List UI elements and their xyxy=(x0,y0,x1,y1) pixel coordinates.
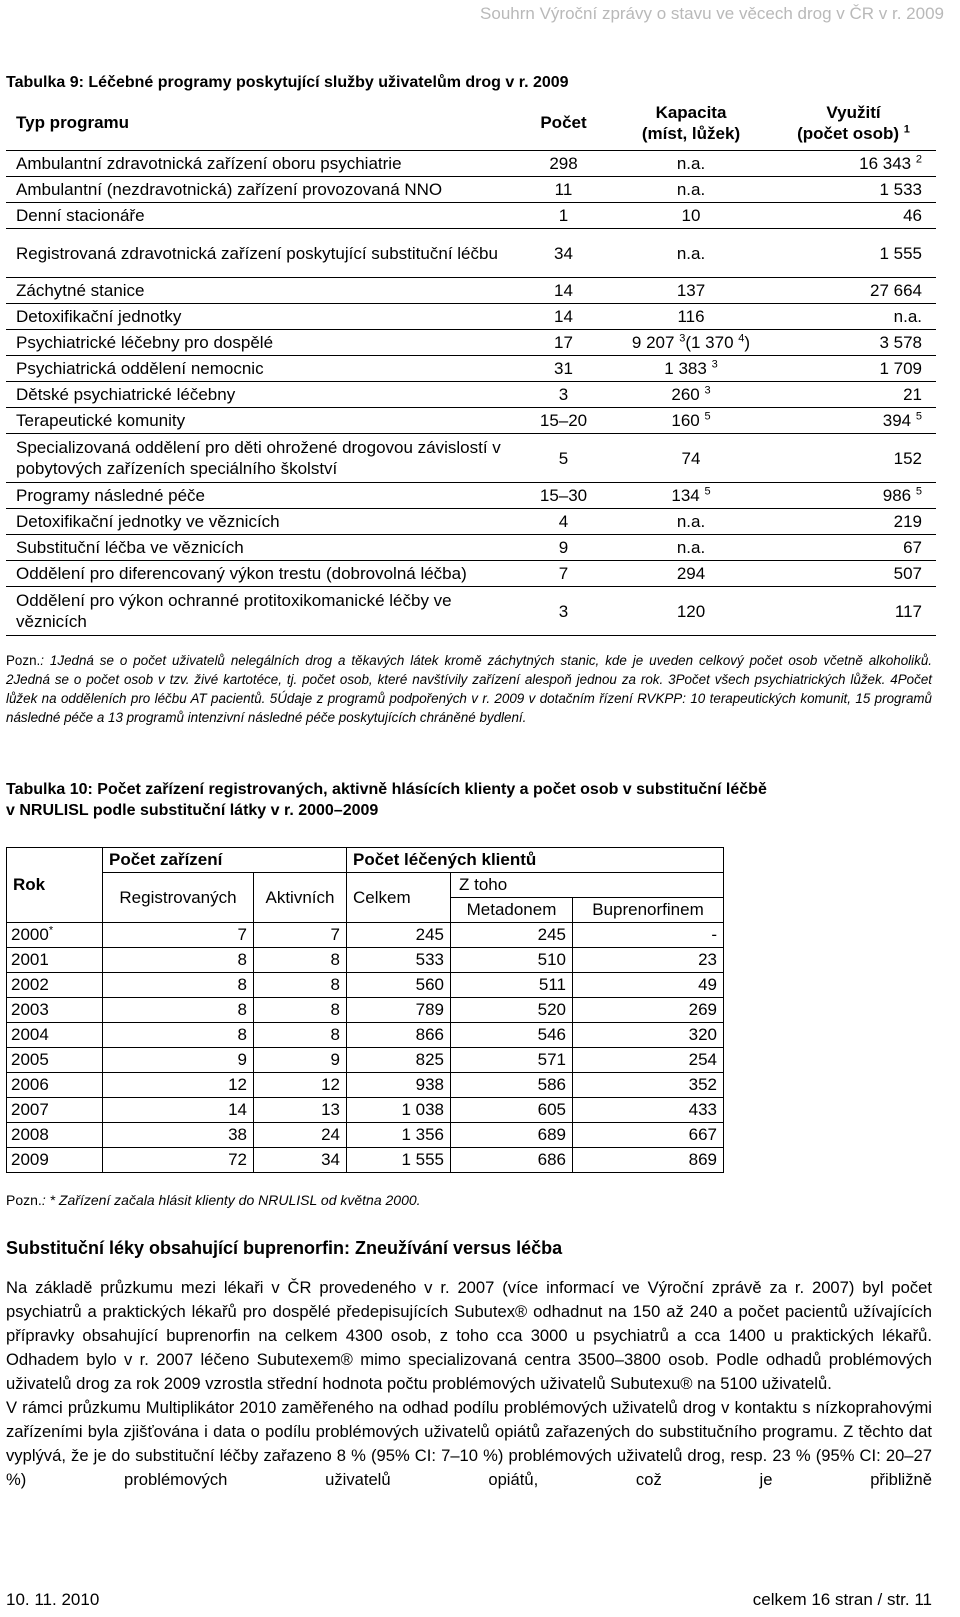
active-cell: 12 xyxy=(254,1073,347,1098)
table10 xyxy=(6,847,724,1173)
header-buprenorphine: Buprenorfinem xyxy=(573,898,724,923)
program-capacity: 116 xyxy=(611,304,771,330)
program-name: Denní stacionáře xyxy=(6,203,516,229)
registered-cell: 14 xyxy=(103,1098,254,1123)
registered-cell: 8 xyxy=(103,973,254,998)
year-cell: 2007 xyxy=(7,1098,103,1123)
active-cell: 34 xyxy=(254,1148,347,1173)
program-count: 14 xyxy=(516,304,611,330)
program-count: 3 xyxy=(516,382,611,408)
program-capacity: n.a. xyxy=(611,509,771,535)
program-usage: 152 xyxy=(771,434,936,483)
program-name: Substituční léčba ve věznicích xyxy=(6,535,516,561)
program-capacity: 9 207 $^3$(1 370 $^4$) xyxy=(611,330,771,356)
table-row xyxy=(6,304,936,330)
program-name: Ambulantní zdravotnická zařízení oboru psychiatrie xyxy=(6,151,516,177)
running-header: Souhrn Výroční zprávy o stavu ve věcech drog v ČR v r. 2009 xyxy=(480,4,944,23)
table10-caption: Tabulka 10: Počet zařízení registrovaných, aktivně hlásících klienty a počet osob v substituční léčbě v NRULISL podle substituční látky v r. 2000–2009 xyxy=(6,781,767,819)
header-active: Aktivních xyxy=(254,873,347,923)
table9 xyxy=(6,95,936,636)
table-row xyxy=(7,923,724,948)
methadone-cell: 511 xyxy=(451,973,573,998)
table9-caption: Tabulka 9: Léčebné programy poskytující služby uživatelům drog v r. 2009 xyxy=(6,74,569,91)
active-cell: 9 xyxy=(254,1048,347,1073)
table-row xyxy=(7,1148,724,1173)
program-name: Specializovaná oddělení pro děti ohrožené drogovou závislostí v pobytových zařízeních speciálního školství xyxy=(6,434,516,483)
footer-date: 10. 11. 2010 xyxy=(6,1590,100,1609)
program-name: Dětské psychiatrické léčebny xyxy=(6,382,516,408)
table-row xyxy=(6,151,936,177)
program-capacity: n.a. xyxy=(611,177,771,203)
active-cell: 13 xyxy=(254,1098,347,1123)
active-cell: 24 xyxy=(254,1123,347,1148)
program-capacity: 160 $^5$ xyxy=(611,408,771,434)
header-of-which: Z toho xyxy=(451,873,724,898)
program-name: Registrovaná zdravotnická zařízení poskytující substituční léčbu xyxy=(6,229,516,278)
buprenorphine-cell: 254 xyxy=(573,1048,724,1073)
buprenorphine-cell: 869 xyxy=(573,1148,724,1173)
methadone-cell: 510 xyxy=(451,948,573,973)
table-row xyxy=(7,1023,724,1048)
program-usage: 219 xyxy=(771,509,936,535)
year-cell: 2000* xyxy=(7,923,103,948)
table-row xyxy=(6,278,936,304)
program-usage: 1 533 xyxy=(771,177,936,203)
buprenorphine-cell: 433 xyxy=(573,1098,724,1123)
program-capacity: 10 xyxy=(611,203,771,229)
section-body xyxy=(6,1276,932,1492)
year-cell: 2004 xyxy=(7,1023,103,1048)
section-title: Substituční léky obsahující buprenorfin: Zneužívání versus léčba xyxy=(6,1238,563,1258)
table-row xyxy=(6,535,936,561)
program-count: 9 xyxy=(516,535,611,561)
table-row xyxy=(6,330,936,356)
active-cell: 8 xyxy=(254,998,347,1023)
active-cell: 8 xyxy=(254,1023,347,1048)
program-count: 3 xyxy=(516,587,611,636)
total-cell: 789 xyxy=(347,998,451,1023)
program-capacity: 134 $^5$ xyxy=(611,483,771,509)
table-row xyxy=(6,509,936,535)
header-clients: Počet léčených klientů xyxy=(347,848,724,873)
table-row xyxy=(6,561,936,587)
registered-cell: 7 xyxy=(103,923,254,948)
program-name: Oddělení pro diferencovaný výkon trestu (dobrovolná léčba) xyxy=(6,561,516,587)
methadone-cell: 586 xyxy=(451,1073,573,1098)
total-cell: 1 356 xyxy=(347,1123,451,1148)
header-registered: Registrovaných xyxy=(103,873,254,923)
program-usage: 117 xyxy=(771,587,936,636)
program-usage: 394 $^5$ xyxy=(771,408,936,434)
program-count: 11 xyxy=(516,177,611,203)
registered-cell: 72 xyxy=(103,1148,254,1173)
buprenorphine-cell: 49 xyxy=(573,973,724,998)
header-program: Typ programu xyxy=(6,95,516,151)
program-count: 7 xyxy=(516,561,611,587)
program-usage: 986 $^5$ xyxy=(771,483,936,509)
total-cell: 1 038 xyxy=(347,1098,451,1123)
program-usage: 1 709 xyxy=(771,356,936,382)
program-capacity: n.a. xyxy=(611,151,771,177)
program-count: 17 xyxy=(516,330,611,356)
methadone-cell: 571 xyxy=(451,1048,573,1073)
program-name: Oddělení pro výkon ochranné protitoxikomanické léčby ve věznicích xyxy=(6,587,516,636)
methadone-cell: 546 xyxy=(451,1023,573,1048)
registered-cell: 8 xyxy=(103,1023,254,1048)
buprenorphine-cell: - xyxy=(573,923,724,948)
table-row xyxy=(6,408,936,434)
table-row xyxy=(6,434,936,483)
table-row xyxy=(7,973,724,998)
program-count: 5 xyxy=(516,434,611,483)
year-cell: 2005 xyxy=(7,1048,103,1073)
program-usage: 27 664 xyxy=(771,278,936,304)
program-count: 31 xyxy=(516,356,611,382)
table-row xyxy=(6,382,936,408)
table-row xyxy=(7,998,724,1023)
table-row xyxy=(7,1098,724,1123)
methadone-cell: 686 xyxy=(451,1148,573,1173)
program-usage: 1 555 xyxy=(771,229,936,278)
program-count: 1 xyxy=(516,203,611,229)
program-usage: 46 xyxy=(771,203,936,229)
year-cell: 2002 xyxy=(7,973,103,998)
program-capacity: 1 383 $^3$ xyxy=(611,356,771,382)
total-cell: 1 555 xyxy=(347,1148,451,1173)
registered-cell: 8 xyxy=(103,998,254,1023)
program-usage: 21 xyxy=(771,382,936,408)
program-name: Programy následné péče xyxy=(6,483,516,509)
program-name: Psychiatrické léčebny pro dospělé xyxy=(6,330,516,356)
program-usage: 507 xyxy=(771,561,936,587)
program-capacity: 260 $^3$ xyxy=(611,382,771,408)
active-cell: 8 xyxy=(254,973,347,998)
total-cell: 560 xyxy=(347,973,451,998)
table-row xyxy=(6,229,936,278)
program-usage: 16 343 $^2$ xyxy=(771,151,936,177)
table-row xyxy=(6,587,936,636)
total-cell: 938 xyxy=(347,1073,451,1098)
paragraph: V rámci průzkumu Multiplikátor 2010 zaměřeného na odhad podílu problémových uživatelů drog v kontaktu s nízkoprahovými zařízeními byla zjišťována i data o podílu problémových uživatelů opiátů zařazených do substitučního programu. Z těchto dat vyplývá, že je do substituční léčby zařazeno 8 % (95% CI: 7–10 %) problémových uživatelů drog, resp. 23 % (95% CI: 20–27 %) problémových uživatelů opiátů, což je přibližně xyxy=(6,1398,932,1489)
program-usage: 3 578 xyxy=(771,330,936,356)
year-cell: 2006 xyxy=(7,1073,103,1098)
methadone-cell: 520 xyxy=(451,998,573,1023)
table-row xyxy=(7,1123,724,1148)
table-row xyxy=(6,356,936,382)
year-cell: 2008 xyxy=(7,1123,103,1148)
program-name: Detoxifikační jednotky ve věznicích xyxy=(6,509,516,535)
table-row xyxy=(6,483,936,509)
header-total: Celkem xyxy=(347,873,451,923)
program-capacity: 74 xyxy=(611,434,771,483)
active-cell: 8 xyxy=(254,948,347,973)
table-row xyxy=(6,177,936,203)
header-capacity: Kapacita (míst, lůžek) xyxy=(611,95,771,151)
buprenorphine-cell: 23 xyxy=(573,948,724,973)
total-cell: 866 xyxy=(347,1023,451,1048)
header-count: Počet xyxy=(516,95,611,151)
table10-note: Pozn.: * Zařízení začala hlásit klienty do NRULISL od května 2000. xyxy=(6,1192,421,1208)
program-capacity: 120 xyxy=(611,587,771,636)
program-name: Ambulantní (nezdravotnická) zařízení provozovaná NNO xyxy=(6,177,516,203)
program-capacity: 137 xyxy=(611,278,771,304)
registered-cell: 8 xyxy=(103,948,254,973)
program-capacity: n.a. xyxy=(611,229,771,278)
table9-note: Pozn.: 1Jedná se o počet uživatelů nelegálních drog a těkavých látek kromě záchytných stanic, kde je uveden celkový počet osob včetně alkoholiků. 2Jedná se o počet osob v tzv. živé kartotéce, tj. počet osob, které navštívily zařízení alespoň jednou za rok. 3Počet všech psychiatrických lůžek. 4Počet lůžek na odděleních pro léčbu AT pacientů. 5Údaje z programů podpořených v r. 2009 v dotačním řízení RVKPP: 10 terapeutických komunit, 15 programů následné péče a 13 programů intenzivní následné péče poskytujících chráněné bydlení. xyxy=(6,653,932,725)
program-count: 14 xyxy=(516,278,611,304)
registered-cell: 9 xyxy=(103,1048,254,1073)
program-name: Psychiatrická oddělení nemocnic xyxy=(6,356,516,382)
program-usage: n.a. xyxy=(771,304,936,330)
table10-header-row2 xyxy=(7,873,724,898)
program-capacity: 294 xyxy=(611,561,771,587)
footer-page-count: celkem 16 stran / str. 11 xyxy=(752,1590,932,1609)
program-name: Terapeutické komunity xyxy=(6,408,516,434)
table-row xyxy=(7,1073,724,1098)
header-year: Rok xyxy=(7,848,103,923)
header-methadone: Metadonem xyxy=(451,898,573,923)
table-row xyxy=(7,1048,724,1073)
year-cell: 2009 xyxy=(7,1148,103,1173)
table9-header-row xyxy=(6,95,936,151)
program-count: 34 xyxy=(516,229,611,278)
table-row xyxy=(6,203,936,229)
program-name: Detoxifikační jednotky xyxy=(6,304,516,330)
year-cell: 2003 xyxy=(7,998,103,1023)
table10-header-row1 xyxy=(7,848,724,873)
registered-cell: 38 xyxy=(103,1123,254,1148)
total-cell: 825 xyxy=(347,1048,451,1073)
total-cell: 533 xyxy=(347,948,451,973)
header-facilities: Počet zařízení xyxy=(103,848,347,873)
program-count: 298 xyxy=(516,151,611,177)
buprenorphine-cell: 667 xyxy=(573,1123,724,1148)
total-cell: 245 xyxy=(347,923,451,948)
methadone-cell: 689 xyxy=(451,1123,573,1148)
buprenorphine-cell: 352 xyxy=(573,1073,724,1098)
buprenorphine-cell: 320 xyxy=(573,1023,724,1048)
paragraph: Na základě průzkumu mezi lékaři v ČR provedeného v r. 2007 (více informací ve Výroční zprávě za r. 2007) byl počet psychiatrů a praktických lékařů pro dospělé předepisujících Subutex® odhadnut na 150 až 240 a počet pacientů užívajících přípravky obsahující buprenorfin na celkem 4300 osob, z toho cca 3000 u psychiatrů a cca 1400 u praktických lékařů. Odhadem bylo v r. 2007 léčeno Subutexem® mimo specializovaná centra 3500–3800 osob. Podle odhadů problémových uživatelů drog za rok 2009 vzrostla střední hodnota počtu problémových uživatelů Subutexu® na 5100 uživatelů. xyxy=(6,1278,932,1393)
header-usage: Využití (počet osob) $^1$ xyxy=(771,95,936,151)
program-count: 15–20 xyxy=(516,408,611,434)
methadone-cell: 605 xyxy=(451,1098,573,1123)
program-name: Záchytné stanice xyxy=(6,278,516,304)
active-cell: 7 xyxy=(254,923,347,948)
methadone-cell: 245 xyxy=(451,923,573,948)
program-count: 4 xyxy=(516,509,611,535)
year-cell: 2001 xyxy=(7,948,103,973)
registered-cell: 12 xyxy=(103,1073,254,1098)
buprenorphine-cell: 269 xyxy=(573,998,724,1023)
program-usage: 67 xyxy=(771,535,936,561)
program-capacity: n.a. xyxy=(611,535,771,561)
program-count: 15–30 xyxy=(516,483,611,509)
table-row xyxy=(7,948,724,973)
